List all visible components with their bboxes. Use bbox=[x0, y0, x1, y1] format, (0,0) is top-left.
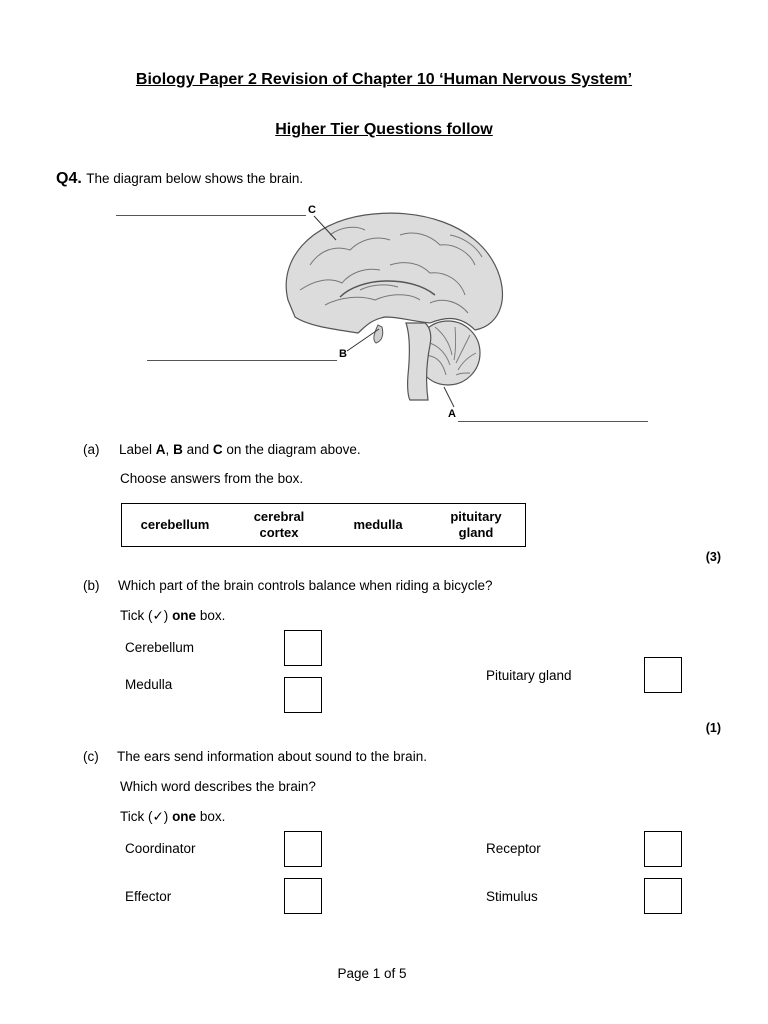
part-a-text bbox=[119, 442, 361, 457]
option-label-cerebellum: Cerebellum bbox=[125, 640, 195, 655]
part-b-tick-prefix: Tick (✓) bbox=[120, 608, 173, 623]
tick-box-receptor[interactable] bbox=[644, 831, 682, 867]
pointer-b bbox=[345, 325, 385, 355]
page-title: Biology Paper 2 Revision of Chapter 10 ‘Human Nervous System’ bbox=[135, 71, 633, 88]
part-a-text-suffix: on the diagram above. bbox=[222, 442, 361, 457]
part-b-tick-suffix: box. bbox=[196, 608, 226, 623]
label-line-a[interactable] bbox=[458, 421, 648, 422]
part-b-tick-instruction bbox=[120, 608, 225, 624]
part-c-tick-instruction bbox=[120, 809, 225, 825]
answer-option-cerebellum: cerebellum bbox=[140, 517, 210, 532]
tick-box-effector[interactable] bbox=[284, 878, 322, 914]
part-b-question: Which part of the brain controls balance when riding a bicycle? bbox=[118, 578, 493, 593]
option-label-coordinator: Coordinator bbox=[125, 841, 196, 856]
brain-diagram bbox=[270, 205, 530, 405]
part-c-tick-prefix: Tick (✓) bbox=[120, 809, 173, 824]
part-c-tick-suffix: box. bbox=[196, 809, 226, 824]
question-intro-text: The diagram below shows the brain. bbox=[86, 171, 304, 186]
part-a-sep2: and bbox=[182, 442, 213, 457]
tick-box-medulla[interactable] bbox=[284, 677, 322, 713]
part-a-instruction: Choose answers from the box. bbox=[120, 471, 304, 486]
tick-box-coordinator[interactable] bbox=[284, 831, 322, 867]
part-c-statement: The ears send information about sound to the brain. bbox=[117, 749, 427, 764]
page-subtitle: Higher Tier Questions follow bbox=[275, 121, 493, 138]
part-c-letter: (c) bbox=[83, 749, 99, 764]
option-label-pituitary-gland: Pituitary gland bbox=[486, 668, 572, 683]
pointer-c bbox=[312, 214, 342, 244]
part-a-text-prefix: Label bbox=[119, 442, 156, 457]
option-label-receptor: Receptor bbox=[486, 841, 541, 856]
answer-option-medulla: medulla bbox=[353, 517, 403, 532]
part-a-letter: (a) bbox=[83, 442, 100, 457]
brain-stem-shape bbox=[406, 323, 431, 400]
label-b: B bbox=[339, 348, 347, 360]
part-a-bold-c: C bbox=[212, 442, 223, 457]
option-label-effector: Effector bbox=[125, 889, 172, 904]
pointer-a bbox=[440, 385, 460, 410]
label-line-b[interactable] bbox=[147, 360, 337, 361]
tick-box-stimulus[interactable] bbox=[644, 878, 682, 914]
answer-option-cerebral-cortex: cerebral cortex bbox=[253, 509, 305, 540]
part-b-marks: (1) bbox=[705, 721, 721, 735]
part-c-tick-bold: one bbox=[172, 809, 197, 824]
tick-box-pituitary-gland[interactable] bbox=[644, 657, 682, 693]
tick-box-cerebellum[interactable] bbox=[284, 630, 322, 666]
part-b-tick-bold: one bbox=[172, 608, 197, 623]
question-number: Q4. bbox=[56, 170, 82, 187]
part-a-marks: (3) bbox=[705, 550, 721, 564]
question-intro bbox=[56, 170, 303, 188]
answer-box bbox=[121, 503, 526, 547]
option-label-stimulus: Stimulus bbox=[486, 889, 538, 904]
part-a-bold-b: B bbox=[173, 442, 183, 457]
part-a-sep1: , bbox=[165, 442, 174, 457]
part-a-bold-a: A bbox=[155, 442, 166, 457]
part-b-letter: (b) bbox=[83, 578, 100, 593]
part-c-question: Which word describes the brain? bbox=[120, 779, 316, 794]
label-line-c[interactable] bbox=[116, 215, 306, 216]
option-label-medulla: Medulla bbox=[125, 677, 173, 692]
page-number: Page 1 of 5 bbox=[337, 966, 407, 981]
label-a: A bbox=[448, 408, 456, 420]
answer-option-pituitary-gland: pituitary gland bbox=[450, 509, 502, 540]
label-c: C bbox=[308, 204, 316, 216]
